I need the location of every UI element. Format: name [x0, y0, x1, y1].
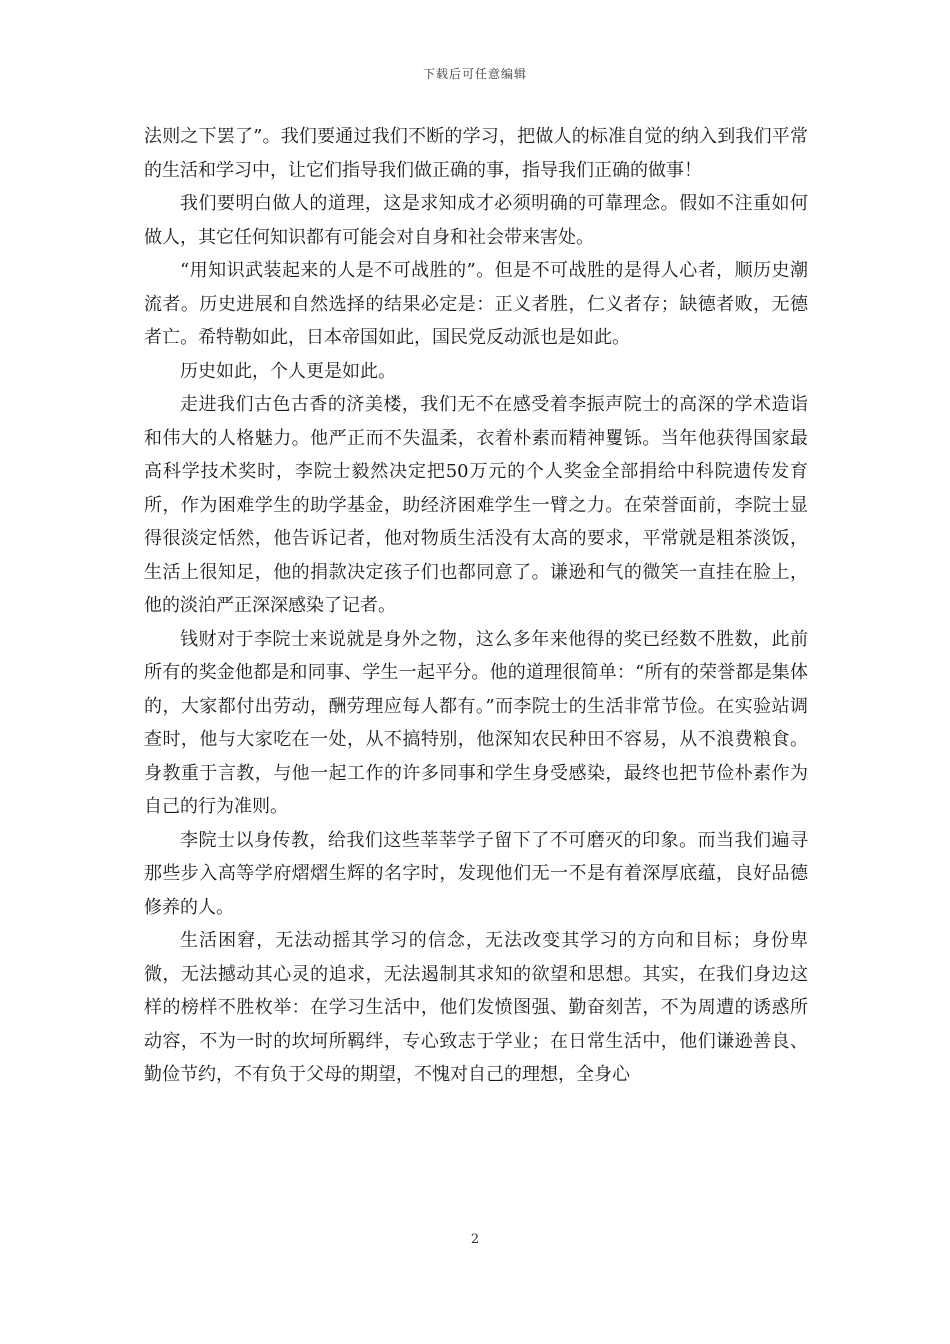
- paragraph-4: 历史如此，个人更是如此。: [180, 360, 396, 382]
- page-header: 下载后可任意编辑: [422, 67, 527, 81]
- paragraph-2: 我们要明白做人的道理，这是求知成才必须明确的可靠理念。假如不注重如何做人，其它任何知识都有可能会对自身和社会带来害处。: [144, 193, 808, 248]
- paragraph-6: 钱财对于李院士来说就是身外之物，这么多年来他得的奖已经数不胜数，此前所有的奖金他都是和同事、学生一起平分。他的道理很简单：“所有的荣誉都是集体的，大家都付出劳动，酬劳理应每人都有。”而李院士的生活非常节俭。在实验站调查时，他与大家吃在一处，从不搞特别，他深知农民种田不容易，从不浪费粮食。身教重于言教，与他一起工作的许多同事和学生身受感染，最终也把节俭朴素作为自己的行为准则。: [144, 628, 808, 817]
- paragraph-3: “用知识武装起来的人是不可战胜的”。但是不可战胜的是得人心者，顺历史潮流者。历史进展和自然选择的结果必定是：正义者胜，仁义者存；缺德者败，无德者亡。希特勒如此，日本帝国如此，国民党反动派也是如此。: [144, 260, 808, 348]
- paragraph-7: 李院士以身传教，给我们这些莘莘学子留下了不可磨灭的印象。而当我们遍寻那些步入高等学府熠熠生辉的名字时，发现他们无一不是有着深厚底蕴，良好品德修养的人。: [144, 829, 808, 918]
- page-number: 2: [470, 1232, 480, 1247]
- paragraph-8: 生活困窘，无法动摇其学习的信念，无法改变其学习的方向和目标；身份卑微，无法撼动其心灵的追求，无法遏制其求知的欲望和思想。其实，在我们身边这样的榜样不胜枚举：在学习生活中，他们发愤图强、勤奋刻苦，不为周遭的诱惑所动容，不为一时的坎坷所羁绊，专心致志于学业；在日常生活中，他们谦逊善良、勤俭节约，不有负于父母的期望，不愧对自己的理想，全身心: [144, 930, 808, 1085]
- document-body: [144, 120, 808, 1092]
- paragraph-1: 法则之下罢了”。我们要通过我们不断的学习，把做人的标准自觉的纳入到我们平常的生活和学习中，让它们指导我们做正确的事，指导我们正确的做事！: [144, 126, 808, 181]
- paragraph-5: 走进我们古色古香的济美楼，我们无不在感受着李振声院士的高深的学术造诣和伟大的人格魅力。他严正而不失温柔，衣着朴素而精神矍铄。当年他获得国家最高科学技术奖时，李院士毅然决定把50万元的个人奖金全部捐给中科院遗传发育所，作为困难学生的助学基金，助经济困难学生一臂之力。在荣誉面前，李院士显得很淡定恬然，他告诉记者，他对物质生活没有太高的要求，平常就是粗茶淡饭，生活上很知足，他的捐款决定孩子们也都同意了。谦逊和气的微笑一直挂在脸上，他的淡泊严正深深感染了记者。: [144, 394, 808, 616]
